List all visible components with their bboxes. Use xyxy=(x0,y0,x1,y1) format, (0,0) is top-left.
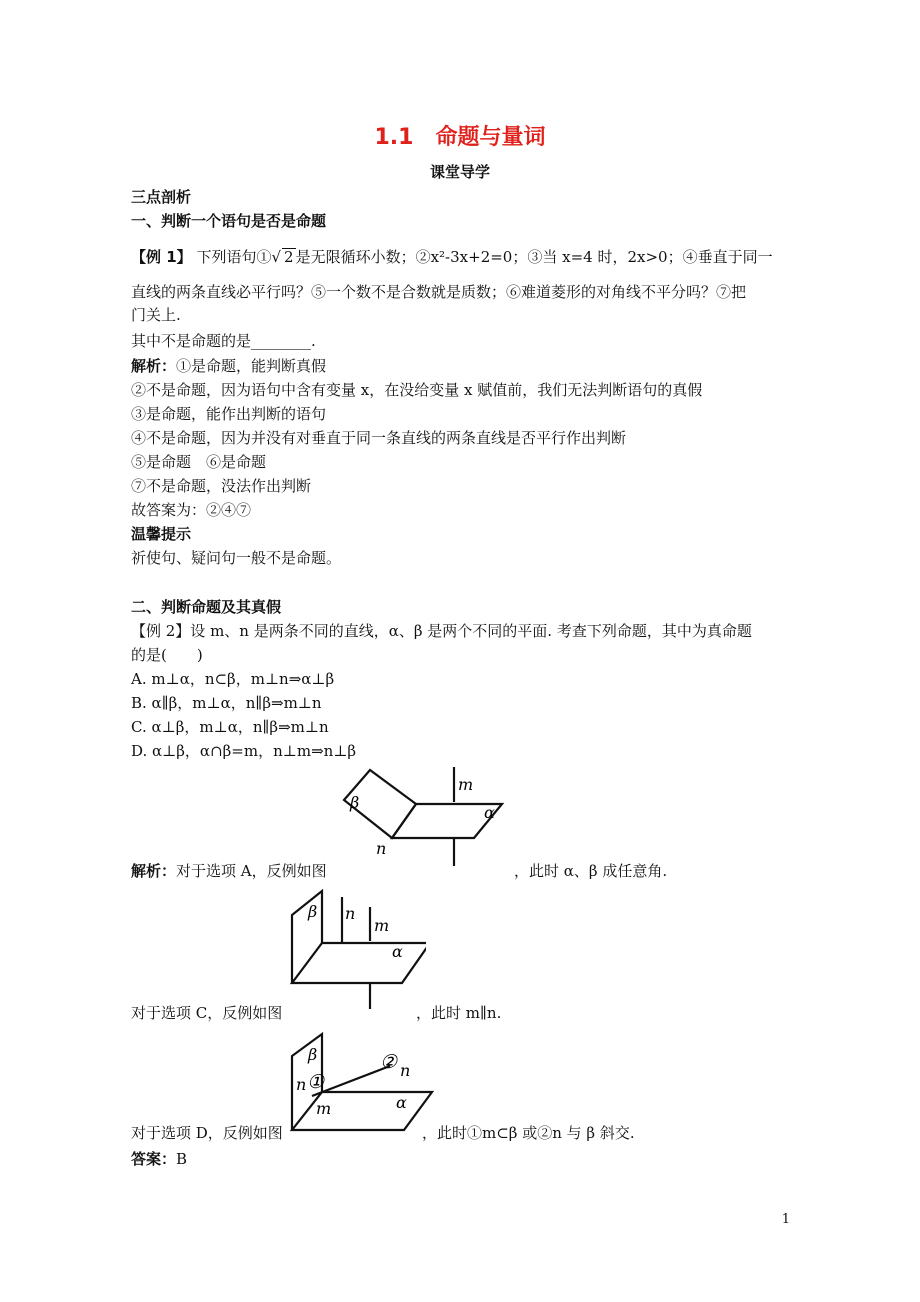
example1-line1 xyxy=(131,246,773,267)
fig-c-label-alpha: α xyxy=(392,942,403,961)
example1-line2: 直线的两条直线必平行吗？⑤一个数不是合数就是质数；⑥难道菱形的对角线不平分吗？⑦把 xyxy=(131,283,747,301)
option-b: B. α∥β，m⊥α，n∥β⇒m⊥n xyxy=(131,694,322,712)
option-a: A. m⊥α，n⊂β，m⊥n⇒α⊥β xyxy=(131,670,335,688)
tip-label: 温馨提示 xyxy=(131,525,192,543)
analysis1-line1 xyxy=(131,355,326,376)
answer2-value: B xyxy=(176,1150,188,1168)
analysis1-line4: ④不是命题，因为并没有对垂直于同一条直线的两条直线是否平行作出判断 xyxy=(131,429,627,447)
analysis2-line-c-pre: 对于选项 C，反例如图 xyxy=(131,1004,283,1022)
answer2 xyxy=(131,1148,187,1169)
analysis1-label: 解析： xyxy=(131,357,177,375)
figure-a xyxy=(336,762,516,872)
section1-heading: 一、判断一个语句是否是命题 xyxy=(131,212,327,230)
figure-d xyxy=(286,1030,436,1140)
analysis1-line2: ②不是命题，因为语句中含有变量 x，在没给变量 x 赋值前，我们无法判断语句的真假 xyxy=(131,381,703,399)
analysis2-line-d-pre: 对于选项 D，反例如图 xyxy=(131,1124,283,1142)
page-subtitle: 课堂导学 xyxy=(429,163,490,181)
fig-a-label-n: n xyxy=(376,839,387,858)
fig-d-label-alpha: α xyxy=(396,1093,407,1112)
fig-a-label-alpha: α xyxy=(484,803,495,822)
option-d: D. α⊥β，α∩β=m，n⊥m⇒n⊥β xyxy=(131,742,357,760)
sqrt-value: 2 xyxy=(284,248,294,266)
analysis2-label: 解析： xyxy=(131,862,177,880)
fig-d-label-m: m xyxy=(316,1099,332,1118)
fig-d-label-circle1: ① xyxy=(307,1071,325,1093)
analysis1-line3: ③是命题，能作出判断的语句 xyxy=(131,405,327,423)
example1-label: 【例 1】 xyxy=(131,248,192,266)
answer2-label: 答案： xyxy=(131,1150,177,1168)
analysis2-line-a-pre xyxy=(131,860,327,881)
sqrt-symbol: √ xyxy=(271,248,282,266)
analysis1-line6: ⑦不是命题，没法作出判断 xyxy=(131,477,312,495)
fig-c-label-beta: β xyxy=(308,902,318,921)
tip-text: 祈使句、疑问句一般不是命题。 xyxy=(131,549,342,567)
fig-d-plane-alpha xyxy=(292,1092,432,1130)
fig-a-label-beta: β xyxy=(350,793,360,812)
analysis1-line5: ⑤是命题 ⑥是命题 xyxy=(131,453,267,471)
analysis2-line-c-post: ，此时 m∥n. xyxy=(416,1004,502,1022)
example1-text-b: 是无限循环小数；②x²-3x+2=0；③当 x=4 时，2x>0；④垂直于同一 xyxy=(295,248,773,266)
fig-d-label-n1: n xyxy=(296,1075,307,1094)
example1-line3: 门关上. xyxy=(131,306,181,324)
analysis2-line-a-post: ，此时 α、β 成任意角. xyxy=(514,862,668,880)
example1-question: 其中不是命题的是________. xyxy=(131,332,316,350)
section2-heading: 二、判断命题及其真假 xyxy=(131,598,282,616)
answer1: 故答案为：②④⑦ xyxy=(131,501,252,519)
section-intro: 三点剖析 xyxy=(131,188,192,206)
fig-c-label-n: n xyxy=(345,904,356,923)
analysis2-a-text: 对于选项 A，反例如图 xyxy=(176,862,327,880)
fig-a-label-m: m xyxy=(458,775,474,794)
page-number: 1 xyxy=(781,1212,790,1227)
example2-line2: 的是( ) xyxy=(131,646,203,664)
example1-text-a: 下列语句① xyxy=(196,248,272,266)
fig-c-plane-alpha xyxy=(292,943,426,983)
example2-line1: 【例 2】设 m、n 是两条不同的直线，α、β 是两个不同的平面. 考查下列命题，其中为真命题 xyxy=(131,622,752,640)
page-title: 1.1 命题与量词 xyxy=(374,125,546,150)
figure-c xyxy=(286,885,426,1015)
analysis1-text1: ①是命题，能判断真假 xyxy=(176,357,327,375)
fig-d-label-beta: β xyxy=(308,1045,318,1064)
analysis2-line-d-post: ，此时①m⊂β 或②n 与 β 斜交. xyxy=(422,1124,635,1142)
fig-c-plane-beta xyxy=(292,891,322,983)
option-c: C. α⊥β，m⊥α，n∥β⇒m⊥n xyxy=(131,718,329,736)
fig-d-label-n2: n xyxy=(400,1061,411,1080)
fig-c-label-m: m xyxy=(374,916,390,935)
fig-d-label-circle2: ② xyxy=(380,1051,398,1073)
